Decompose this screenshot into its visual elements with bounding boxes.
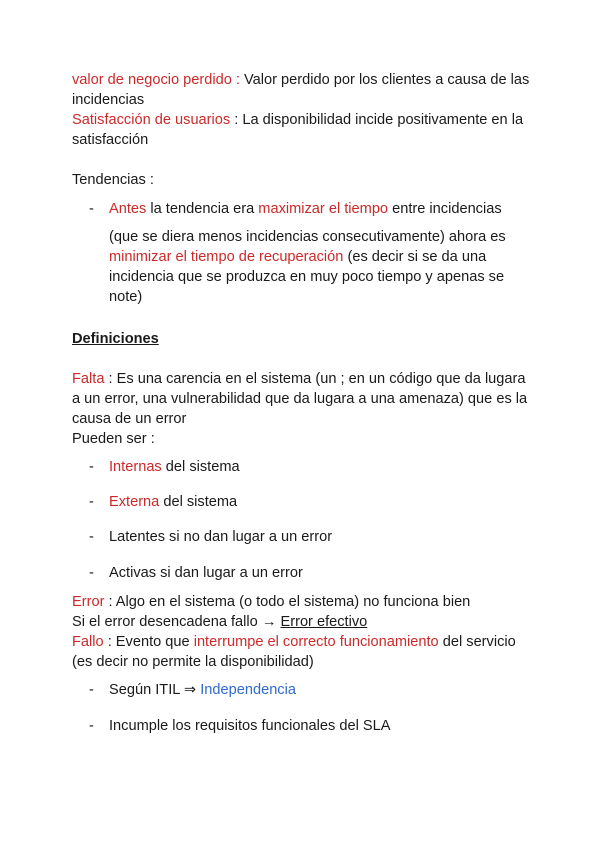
error-text: : Algo en el sistema (o todo el sistema) no funciona bien — [104, 594, 471, 610]
fallo-text1: : Evento que — [103, 634, 194, 650]
si-error-line — [72, 612, 532, 632]
list-dash: - — [89, 565, 94, 581]
satisfaccion-text: La disponibilidad incide positivamente en la satisfacción — [72, 112, 524, 148]
pueden-ser-line: Pueden ser : — [72, 431, 155, 447]
list-item-latentes — [72, 527, 532, 547]
definiciones-heading: Definiciones — [72, 331, 159, 347]
antes-text: Antes — [109, 201, 147, 217]
list-dash: - — [89, 718, 94, 734]
falta-label: Falta — [72, 371, 105, 387]
entre-incidencias-text: entre incidencias — [388, 201, 502, 217]
falta-paragraph — [72, 369, 532, 429]
list-item-sla — [72, 716, 532, 736]
activas-text: Activas si dan lugar a un error — [109, 565, 303, 581]
maximizar-text: maximizar el tiempo — [258, 201, 389, 217]
si-error-text: Si el error desencadena fallo → — [72, 614, 281, 630]
interrumpe-text: interrumpe el correcto funcionamiento — [193, 634, 439, 650]
que-se-diera-text: (que se diera menos incidencias consecutivamente) ahora es — [109, 229, 506, 245]
fallo-label: Fallo — [72, 634, 104, 650]
latentes-text: Latentes si no dan lugar a un error — [109, 529, 333, 545]
list-item-itil — [72, 680, 532, 700]
error-label: Error — [72, 594, 105, 610]
list-item-activas — [72, 563, 532, 583]
valor-negocio-sep: : — [231, 72, 245, 88]
es-decir-text: (es decir si se da una incidencia que se produzca en muy poco tiempo y apenas se note) — [109, 249, 505, 305]
satisfaccion-sep: : — [230, 112, 243, 128]
falta-text: : Es una carencia en el sistema (un ; en un código que da lugara a un error, una vulnerabilidad que da lugara a una amenaza) que es la causa de un error — [72, 371, 528, 427]
fallo-paragraph — [72, 632, 532, 672]
tendencia-text: la tendencia era — [146, 201, 259, 217]
error-efectivo-text: Error efectivo — [280, 614, 368, 630]
list-dash: - — [89, 201, 94, 217]
tendencias-item-continuation — [72, 227, 532, 307]
tendencias-item — [72, 199, 532, 219]
list-dash: - — [89, 682, 94, 698]
list-dash: - — [89, 459, 94, 475]
satisfaccion-line — [72, 110, 532, 150]
externa-label: Externa — [109, 494, 160, 510]
independencia-text: Independencia — [200, 682, 296, 698]
satisfaccion-label: Satisfacción de usuarios — [72, 112, 231, 128]
internas-text: del sistema — [161, 459, 240, 475]
fallo-text2: del servicio (es decir no permite la disponibilidad) — [72, 634, 516, 670]
document-page — [72, 70, 532, 736]
itil-text: Según ITIL ⇒ — [109, 682, 201, 698]
minimizar-text: minimizar el tiempo de recuperación — [109, 249, 344, 265]
valor-negocio-text: Valor perdido por los clientes a causa de las incidencias — [72, 72, 530, 108]
valor-negocio-line — [72, 70, 532, 110]
list-dash: - — [89, 529, 94, 545]
error-line — [72, 592, 532, 612]
sla-text: Incumple los requisitos funcionales del SLA — [109, 718, 391, 734]
externa-text: del sistema — [159, 494, 238, 510]
list-item-internas — [72, 457, 532, 477]
list-dash: - — [89, 494, 94, 510]
valor-negocio-label: valor de negocio perdido — [72, 72, 232, 88]
tendencias-title: Tendencias : — [72, 172, 154, 188]
internas-label: Internas — [109, 459, 162, 475]
list-item-externa — [72, 492, 532, 512]
